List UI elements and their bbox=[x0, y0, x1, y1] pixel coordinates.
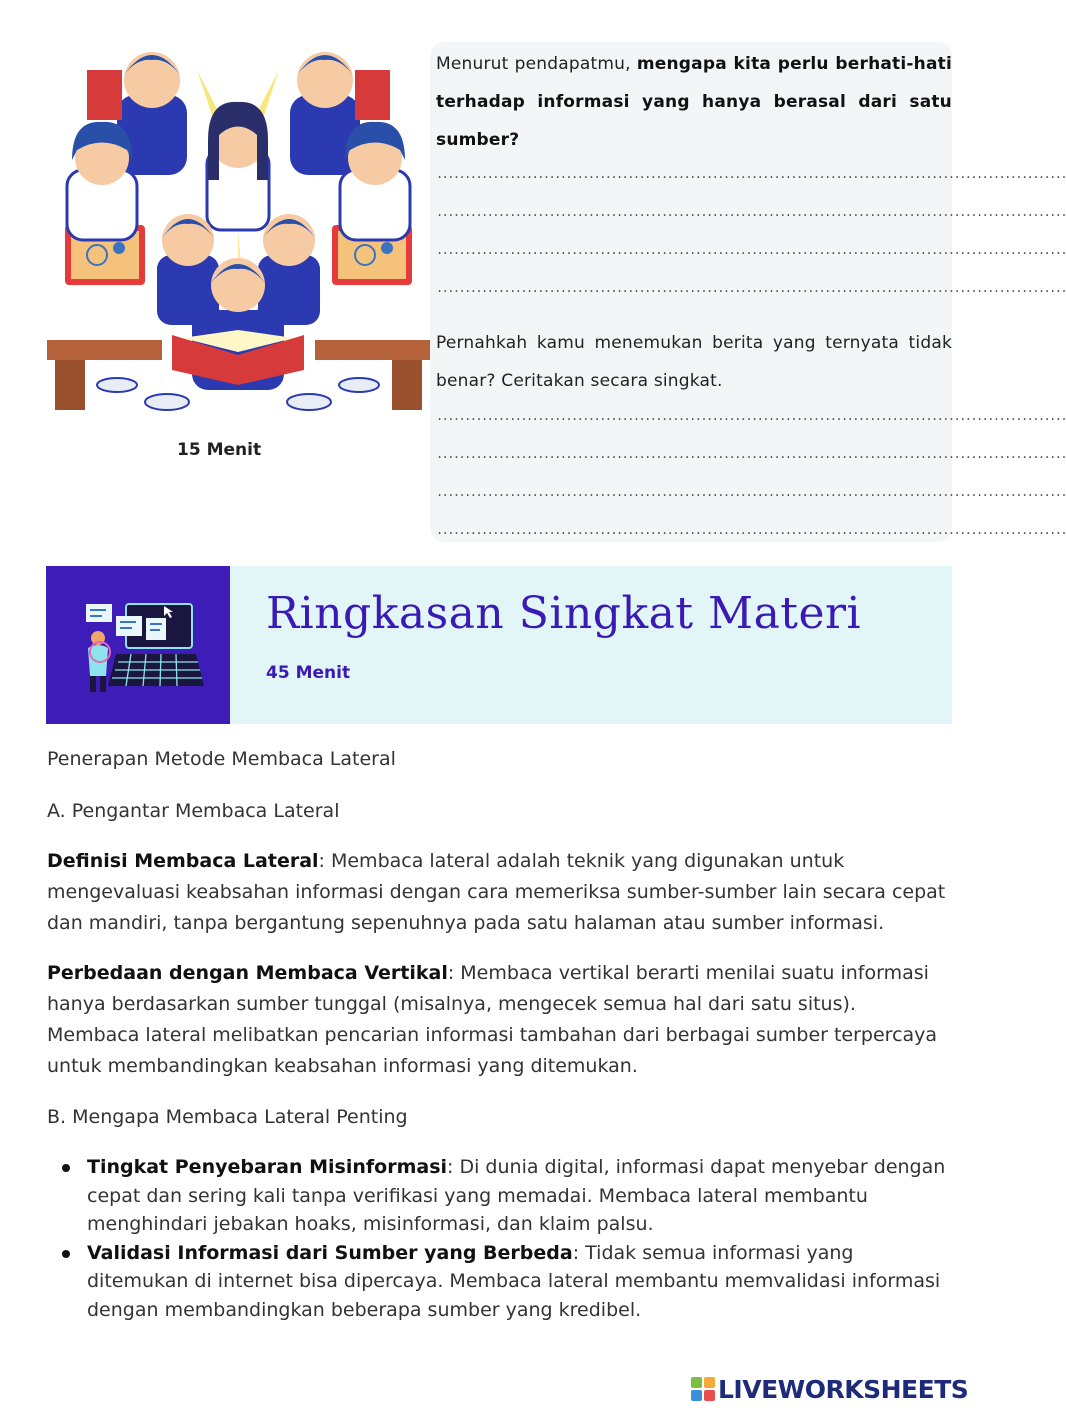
definition-text: : Membaca lateral adalah teknik yang digunakan untuk mengevaluasi keabsahan informasi dengan cara memeriksa sumber-sumber lain secara cepat dan mandiri, tanpa bergantung sepenuhnya pada satu halaman atau sumber informasi. bbox=[47, 850, 946, 934]
question-1-bold: mengapa kita perlu berhati-hati terhadap informasi yang hanya berasal dari satu sumber? bbox=[436, 54, 952, 150]
liveworksheets-logo[interactable] bbox=[691, 1373, 968, 1405]
section-a-heading: A. Pengantar Membaca Lateral bbox=[47, 800, 340, 822]
answer-line-1[interactable]: ................................................................................................................ bbox=[436, 167, 1066, 181]
importance-list bbox=[47, 1153, 952, 1324]
list-item bbox=[47, 1239, 952, 1325]
bullet-text: : Tidak semua informasi yang ditemukan di internet bisa dipercaya. Membaca lateral membantu memvalidasi informasi dengan membandingkan beberapa sumber yang kredibel. bbox=[87, 1241, 941, 1321]
difference-text: : Membaca vertikal berarti menilai suatu informasi hanya berdasarkan sumber tunggal (misalnya, mengecek semua hal dari satu situs). Membaca lateral melibatkan pencarian informasi tambahan dari berbagai sumber terpercaya untuk membandingkan keabsahan informasi yang ditemukan. bbox=[47, 962, 938, 1077]
answer-line-4[interactable]: ................................................................................................................ bbox=[436, 281, 1066, 295]
difference-paragraph bbox=[47, 958, 952, 1082]
bullet-text: : Di dunia digital, informasi dapat menyebar dengan cepat dan sering kali tanpa verifikasi yang memadai. Membaca lateral membantu menghindari jebakan hoaks, misinformasi, dan klaim palsu. bbox=[87, 1156, 946, 1235]
list-item bbox=[47, 1153, 952, 1239]
liveworksheets-icon bbox=[691, 1377, 715, 1401]
question-2: Pernahkah kamu menemukan berita yang ternyata tidak benar? Ceritakan secara singkat. bbox=[436, 333, 952, 391]
bullet-term: Validasi Informasi dari Sumber yang Berbeda bbox=[87, 1241, 573, 1264]
content-heading: Penerapan Metode Membaca Lateral bbox=[47, 748, 396, 770]
banner-icon-panel bbox=[46, 566, 230, 724]
answer-line-3[interactable]: ................................................................................................................ bbox=[436, 243, 1066, 257]
question-1-intro: Menurut pendapatmu, bbox=[436, 54, 637, 74]
answer-line-8[interactable]: ................................................................................................................ bbox=[436, 523, 1066, 537]
difference-term: Perbedaan dengan Membaca Vertikal bbox=[47, 962, 448, 984]
logo-text: LIVEWORKSHEETS bbox=[718, 1374, 969, 1404]
activity-time-label: 15 Menit bbox=[177, 440, 262, 460]
answer-line-5[interactable]: ................................................................................................................ bbox=[436, 409, 1066, 423]
laptop-presentation-icon bbox=[46, 566, 230, 724]
definition-paragraph bbox=[47, 846, 952, 939]
answer-line-7[interactable]: ................................................................................................................ bbox=[436, 485, 1066, 499]
answer-line-2[interactable]: ................................................................................................................ bbox=[436, 205, 1066, 219]
definition-term: Definisi Membaca Lateral bbox=[47, 850, 319, 872]
section-title: Ringkasan Singkat Materi bbox=[266, 588, 862, 639]
bullet-term: Tingkat Penyebaran Misinformasi bbox=[87, 1156, 448, 1178]
answer-line-6[interactable]: ................................................................................................................ bbox=[436, 447, 1066, 461]
students-illustration bbox=[47, 40, 430, 415]
section-b-heading: B. Mengapa Membaca Lateral Penting bbox=[47, 1106, 408, 1128]
section-time-label: 45 Menit bbox=[266, 663, 351, 683]
question-1 bbox=[436, 45, 952, 159]
